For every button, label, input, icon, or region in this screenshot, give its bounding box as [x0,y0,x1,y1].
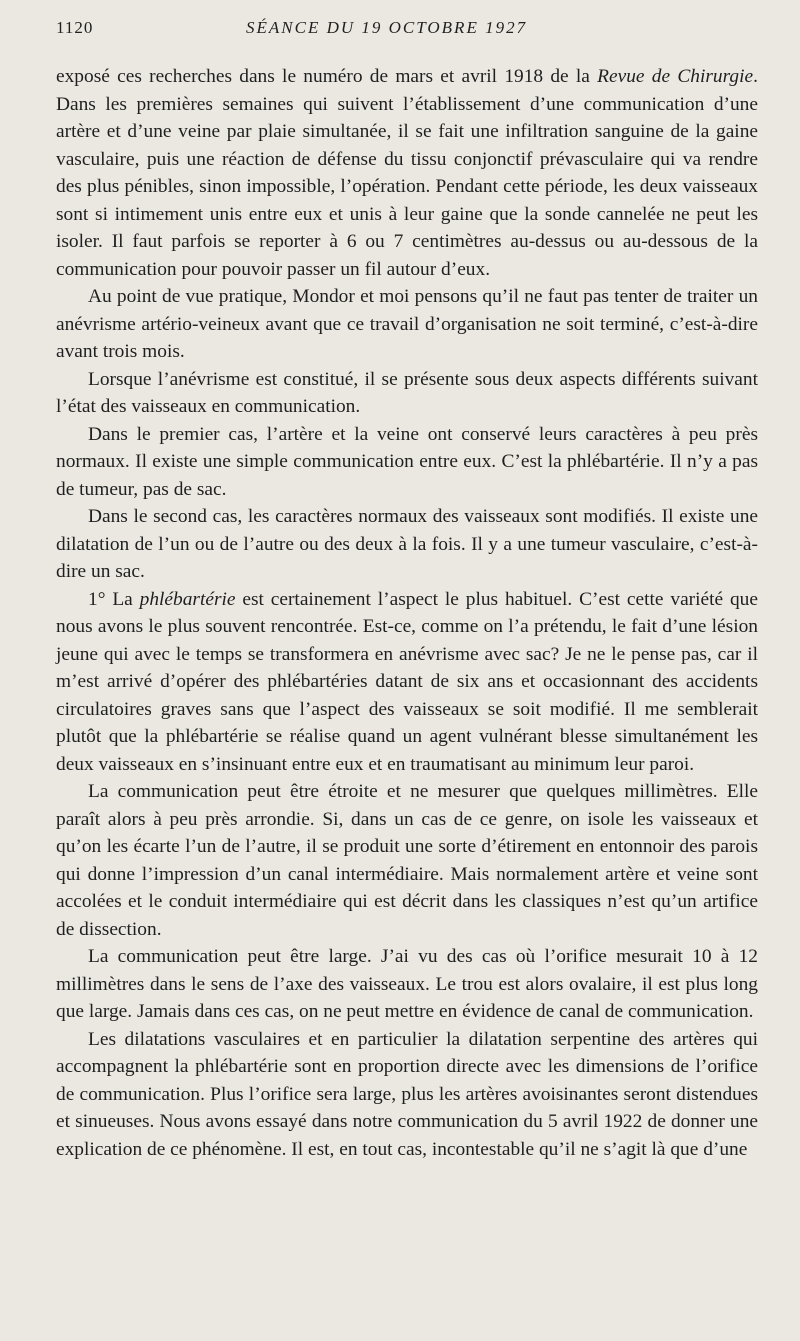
body-text [56,63,758,1163]
paragraph-text: exposé ces recherches dans le numéro de mars et avril 1918 de la [56,66,598,87]
term-phlebarterie: phlébartérie [139,588,236,610]
page-header [56,18,768,42]
paragraph-4: Dans le premier cas, l’artère et la veine ont conservé leurs caractères à peu près normaux. Il existe une simple communication entre eux. C’est la phlébartérie. Il n’y a pas de tumeur, pas de sac. [56,423,758,500]
paragraph-1 [56,63,758,283]
paragraph-9: Les dilatations vasculaires et en particulier la dilatation serpentine des artères qui accompagnent la phlébartérie sont en proportion directe avec les dimensions de l’orifice de communication. Plus l’orifice sera large, plus les artères avoisinantes seront distendues et sinueuses. Nous avons essayé dans notre communication du 5 avril 1922 de donner une explication de ce phénomène. Il est, en tout cas, incontestable qu’il ne s’agit là que d’une [56,1028,758,1160]
page-number: 1120 [56,18,94,37]
paragraph-7: La communication peut être étroite et ne mesurer que quelques millimètres. Elle paraît alors à peu près arrondie. Si, dans un cas de ce genre, on isole les vaisseaux et qu’on les écarte l’un de l’autre, il se produit une sorte d’étirement en entonnoir des parois qui donne l’impression d’un canal intermédiaire. Mais normalement artère et veine sont accolées et le conduit intermédiaire qui est décrit dans les classiques n’est qu’un artifice de dissection. [56,781,758,940]
paragraph-2: Au point de vue pratique, Mondor et moi pensons qu’il ne faut pas tenter de traiter un anévrisme artério-veineux avant que ce travail d’organisation ne soit terminé, c’est-à-dire avant trois mois. [56,286,758,362]
paragraph-5: Dans le second cas, les caractères normaux des vaisseaux sont modifiés. Il existe une dilatation de l’un ou de l’autre ou des deux à la fois. Il y a une tumeur vasculaire, c’est-à-dire un sac. [56,506,758,582]
paragraph-8: La communication peut être large. J’ai vu des cas où l’orifice mesurait 10 à 12 millimètres dans le sens de l’axe des vaisseaux. Le trou est alors ovalaire, il est plus long que large. Jamais dans ces cas, on ne peut mettre en évidence de canal de communication. [56,946,758,1022]
paragraph-6 [56,586,758,779]
paragraph-3: Lorsque l’anévrisme est constitué, il se présente sous deux aspects différents suivant l’état des vaisseaux en communication. [56,368,758,417]
paragraph-text: 1° La [88,588,140,610]
paragraph-text: est certainement l’aspect le plus habituel. C’est cette variété que nous avons le plus souvent rencontrée. Est-ce, comme on l’a prétendu, le fait d’une lésion jeune qui avec le temps se transformera en anévrisme avec sac? Je ne le pense pas, car il m’est arrivé d’opérer des phlébartéries datant de six ans et occasionnant des accidents circulatoires graves sans que l’aspect des vaisseaux se soit modifié. Il me semblerait plutôt que la phlébartérie se réalise quand un agent vulnérant blesse simultanément les deux vaisseaux en s’insinuant entre eux et en traumatisant au minimum leur paroi. [56,588,758,775]
running-title: SÉANCE DU 19 OCTOBRE 1927 [246,18,528,37]
paragraph-text: . Dans les premières semaines qui suivent l’établissement d’une communication d’une artère et d’une veine par plaie simultanée, il se fait une infiltration sanguine de la gaine vasculaire, puis une réaction de défense du tissu conjonctif prévasculaire qui va rendre des plus pénibles, sinon impossible, l’opération. Pendant cette période, les deux vaisseaux sont si intimement unis entre eux et unis à leur gaine que la sonde cannelée ne peut les isoler. Il faut parfois se reporter à 6 ou 7 centimètres au-dessus ou au-dessous de la communication pour pouvoir passer un fil autour d’eux. [56,66,758,280]
journal-title: Revue de Chirurgie [597,66,754,87]
